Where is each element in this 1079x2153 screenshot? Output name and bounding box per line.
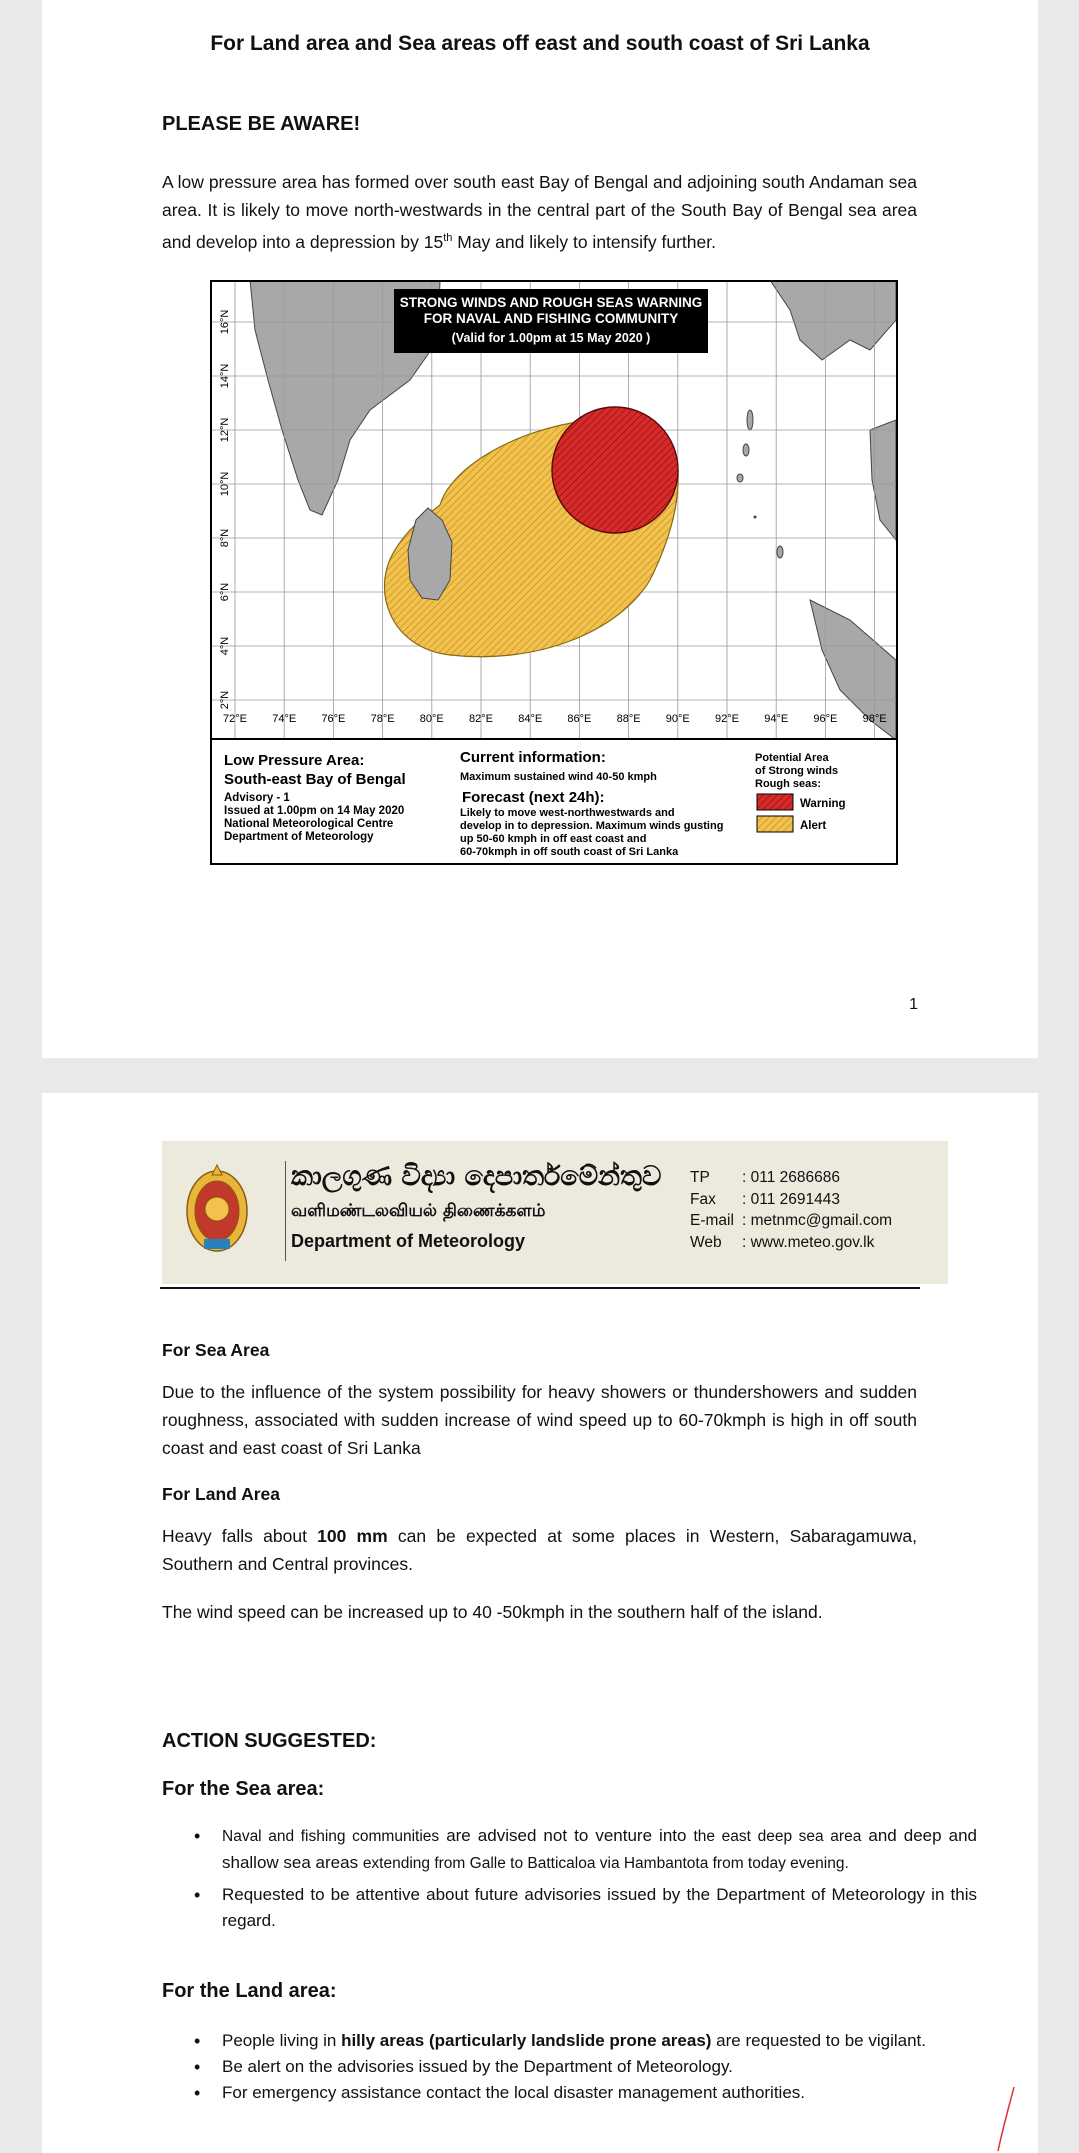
sri-lanka-emblem [184,1159,250,1255]
contact-details [690,1167,892,1253]
warning-area [552,407,678,533]
sea-area-heading: For Sea Area [162,1340,270,1360]
longitude-label: 82°E [469,713,493,725]
latitude-label: 14°N [219,363,231,389]
land-area-action-list [162,2028,977,2106]
document-page-2 [42,1093,1038,2153]
longitude-label: 74°E [272,713,297,725]
latitude-label: 12°N [219,417,231,443]
warning-map [210,280,898,865]
longitude-label: 86°E [567,713,592,725]
fax-value: : 011 2691443 [742,1190,840,1208]
alert-legend-swatch [757,816,793,832]
current-info-title: Current information: [460,749,606,766]
alert-legend-label: Alert [800,820,827,832]
longitude-label: 88°E [616,713,641,725]
forecast-title: Forecast (next 24h): [462,789,605,806]
land-area-action-heading: For the Land area: [162,1980,337,2002]
map-header-line3: (Valid for 1.00pm at 15 May 2020 ) [451,331,651,345]
warning-legend-label: Warning [800,798,846,810]
action-suggested-heading: ACTION SUGGESTED: [162,1730,377,1752]
lpa-title-2: South-east Bay of Bengal [224,771,406,788]
current-info-text: Maximum sustained wind 40-50 kmph [460,771,657,783]
latitude-label: 10°N [219,471,231,497]
map-header-line2: FOR NAVAL AND FISHING COMMUNITY [423,311,679,326]
list-item: • Requested to be attentive about future advisories issued by the Department of Meteorology in this regard. [222,1882,977,1934]
longitude-label: 76°E [321,713,346,725]
sea-area-paragraph: Due to the influence of the system possibility for heavy showers or thundershowers and sudden roughness, associated with sudden increase of wind speed up to 60-70kmph is high in off south coast and east coast of Sri Lanka [162,1382,917,1458]
land-area-paragraph: Heavy falls about 100 mm can be expected at some places in Western, Sabaragamuwa, Southern and Central provinces. [162,1526,918,1574]
department-name-tamil: வளிமண்டலவியல் திணைக்களம் [291,1201,546,1221]
letterhead [162,1141,948,1284]
potential-area-line-3: Rough seas: [755,778,822,790]
web-key: Web [690,1233,722,1251]
department-name-english: Department of Meteorology [291,1231,526,1251]
list-item: • Naval and fishing communities are advised not to venture into the east deep sea area and deep and shallow sea areas extending from Galle to Batticaloa via Hambantota from today evening. [222,1823,977,1877]
department-name-sinhala: කාලගුණ විද්‍යා දෙපාර්තමේන්තුව [291,1161,662,1192]
met-centre: National Meteorological Centre [224,818,394,830]
page-number: 1 [909,996,918,1013]
sea-area-action-list [162,1823,977,1934]
longitude-label: 98°E [862,713,887,725]
list-item: • For emergency assistance contact the local disaster management authorities. [222,2080,977,2106]
latitude-label: 8°N [219,528,231,548]
map-header-line1: STRONG WINDS AND ROUGH SEAS WARNING [399,295,703,310]
potential-area-line-2: of Strong winds [755,765,839,777]
longitude-label: 90°E [665,713,690,725]
lpa-title-1: Low Pressure Area: [224,752,365,769]
web-value: : www.meteo.gov.lk [742,1233,875,1251]
latitude-label: 6°N [219,582,231,602]
met-department: Department of Meteorology [224,831,374,843]
sea-area-action-heading: For the Sea area: [162,1778,325,1800]
longitude-label: 84°E [518,713,543,725]
wind-paragraph: The wind speed can be increased up to 40 -50kmph in the southern half of the island. [162,1602,823,1622]
forecast-line-3: up 50-60 kmph in off east coast and [460,833,647,845]
email-key: E-mail [690,1212,734,1229]
longitude-label: 72°E [223,713,247,725]
fax-key: Fax [690,1190,716,1208]
potential-area-line-1: Potential Area [755,752,829,764]
tp-key: TP [690,1169,710,1186]
longitude-label: 78°E [370,713,395,725]
document-page-1 [42,0,1038,1058]
longitude-label: 80°E [419,713,444,725]
forecast-line-2: develop in to depression. Maximum winds gusting [460,820,724,832]
latitude-label: 4°N [219,636,231,656]
latitude-label: 2°N [219,690,231,710]
red-pen-mark [990,2083,1020,2153]
longitude-label: 94°E [764,713,789,725]
document-title: For Land area and Sea areas off east and south coast of Sri Lanka [210,32,870,55]
forecast-line-1: Likely to move west-northwestwards and [460,807,675,819]
land-area-heading: For Land Area [162,1484,280,1504]
longitude-label: 92°E [715,713,739,725]
email-value: : metnmc@gmail.com [742,1212,893,1229]
advisory-number: Advisory - 1 [224,792,290,804]
tp-value: : 011 2686686 [742,1169,840,1186]
issued-time: Issued at 1.00pm on 14 May 2020 [224,805,405,817]
longitude-label: 96°E [813,713,838,725]
letterhead-divider [285,1161,286,1261]
letterhead-rule [160,1287,920,1289]
warning-legend-swatch [757,794,793,810]
list-item: • Be alert on the advisories issued by the Department of Meteorology. [222,2054,977,2080]
forecast-line-4: 60-70kmph in off south coast of Sri Lanka [460,846,679,858]
list-item: • People living in hilly areas (particularly landslide prone areas) are requested to be vigilant. [222,2028,977,2054]
latitude-label: 16°N [219,309,231,335]
aware-heading: PLEASE BE AWARE! [162,113,361,135]
intro-paragraph: A low pressure area has formed over south east Bay of Bengal and adjoining south Andaman sea area. It is likely to move north-westwards in the central part of the South Bay of Bengal sea area and develop into a depression by 15th May and likely to intensify further. [162,172,917,252]
